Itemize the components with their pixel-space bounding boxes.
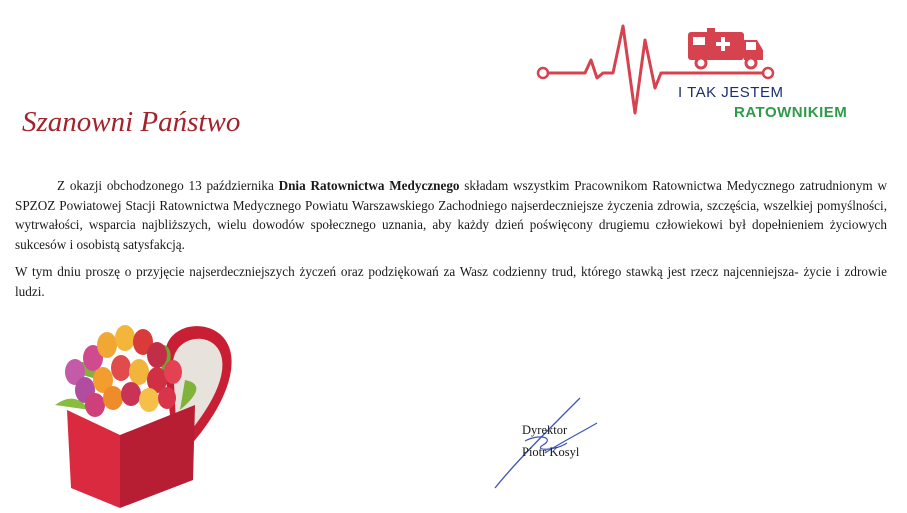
ambulance-icon bbox=[688, 28, 763, 68]
logo-text-line1: I TAK JESTEM bbox=[678, 84, 784, 101]
salutation-heading: Szanowni Państwo bbox=[22, 106, 241, 138]
paragraph-1-bold: Dnia Ratownictwa Medycznego bbox=[278, 178, 460, 193]
paragraph-1-start: Z okazji obchodzonego 13 października bbox=[57, 178, 279, 193]
tulip-heart-box-image bbox=[45, 310, 255, 508]
letter-body bbox=[15, 176, 887, 301]
signature-name: Piotr Kosyl bbox=[522, 445, 580, 459]
paragraph-1 bbox=[15, 176, 887, 254]
signature-title: Dyrektor bbox=[522, 423, 568, 437]
handwritten-signature bbox=[485, 393, 610, 493]
paragraph-2: W tym dniu proszę o przyjęcie najserdeczniejszych życzeń oraz podziękowań za Wasz codzienny trud, którego stawką jest rzecz najcenniejsza- życie i zdrowie ludzi. bbox=[15, 264, 887, 299]
paragraph-1-end: składam wszystkim Pracownikom Ratownictwa Medycznego zatrudnionym w SPZOZ Powiatowej Stacji Ratownictwa Medycznego Powiatu Warszawskiego Zachodniego najserdeczniejsze życzenia zdrowia, szczęścia, wszelkiej pomyślności, wytrwałości, wsparcia najbliższych, wielu dowodów społecznego uznania, aby każdy dzień poświęcony drugiemu człowiekowi był dopełnieniem życiowych sukcesów i osobistą satysfakcją. bbox=[15, 178, 887, 252]
logo-text-line2: RATOWNIKIEM bbox=[734, 104, 848, 121]
